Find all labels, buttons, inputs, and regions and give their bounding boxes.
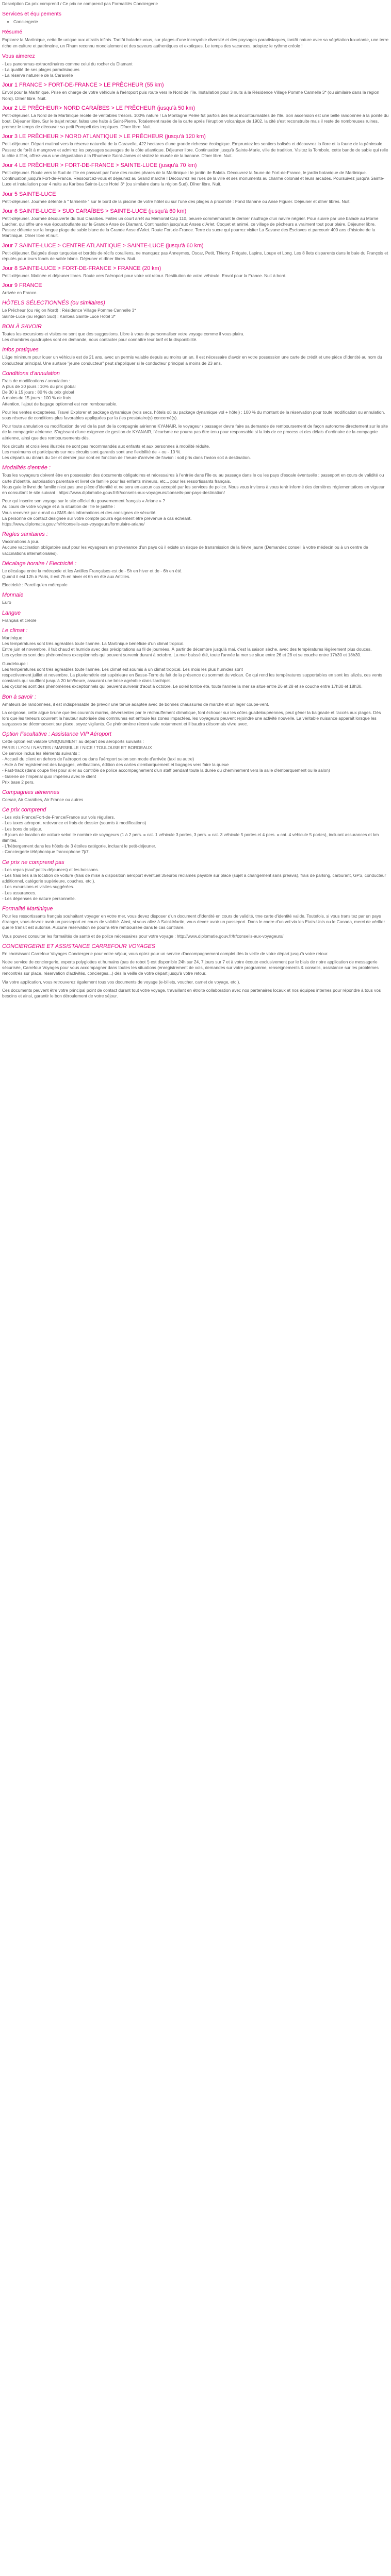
prix-comprend-line: - L'hébergement dans les hôtels de 3 étoiles catégorie, incluant le petit-déjeuner. <box>2 843 156 849</box>
decalage-line: Electricité : Pareil qu'en métropole <box>2 582 68 588</box>
day-6-title: Jour 6 SAINTE-LUCE > SUD CARAÏBES > SAINTE-LUCE (jusqu'à 60 km) <box>2 208 187 214</box>
bon-a-savoir-title: BON À SAVOIR <box>2 323 42 330</box>
prix-ne-comprend-line: - Les excursions et visites suggérées. <box>2 884 74 890</box>
option-title: Option Facultative : Assistance VIP Aéroport <box>2 731 111 738</box>
bon-a-savoir-2-title: Bon à savoir : <box>2 693 37 700</box>
prix-comprend-line: - Les taxes aéroport, redevance et frais de dossier (soumis à modifications) <box>2 820 146 826</box>
annulation-line: Attention, l'ajout de bagage optionnel est non remboursable. <box>2 401 118 406</box>
services-item: • Conciergerie <box>13 19 389 25</box>
day-5-title: Jour 5 SAINTE-LUCE <box>2 191 56 197</box>
day-6-text: Petit-déjeuner. Journée découverte du Sud Caraïbes. Faites un court arrêt au Mémorial Cap 110, oeuvre commémorant le dernier naufrage d'un navire négrier. Pour suivre par une balade au Morne Larcher, qui offre une vue époustouflante sur le Grande Anse de Diamant. Continuation jusqu'aux Anses d'Arlet. Coquet et animé, ce village de pêcheurs a vraiment tout pour plaire. Déjeuner libre. Passez détente sur la longue plage de sable blanc de la Grande Anse d'Arlet. Route Fort-de-France. Terre du sucre qui pourrez visiter La Savane des Esclaves et parcourir 400 ans d'histoire de la Martinique. Dîner libre et nuit. <box>2 215 379 239</box>
option-line: Prix base 2 pers. <box>2 779 35 785</box>
day-8-text: Petit-déjeuner. Matinée et déjeuner libres. Route vers l'aéroport pour votre vol retour. Restitution de votre véhicule. Envol pour la France. Nuit à bord. <box>2 273 287 279</box>
conciergerie-line: Ces documents peuvent être votre principal point de contact durant tout votre voyage, travaillant en étroite collaboration avec nos partenaires locaux et nos équipes internes pour répondre à tous vos besoins et ainsi, garantir le bon déroulement de votre séjour. <box>2 987 381 998</box>
day-3-text: Petit-déjeuner. Départ matinal vers la réserve naturelle de la Caravelle, 422 hectares d'une grande richesse écologique. Empruntez les sentiers balisés et découvrez la flore et la faune de la péninsule. Passez de forêt à mangrove et admirez les paysages sauvages de la côte atlantique. Déjeuner libre. Continuation jusqu'à Sainte-Marie, ville de tradition. Visitez la Tombolo, cette bande de sable qui relie la côte à l'îlet, offrez-vous une dégustation à la Rhumerie Saint-James et visitez le musée de la banane. Dîner libre. Nuit. <box>2 141 388 158</box>
prix-ne-comprend-line: - Les frais liés à la location de voiture (frais de mise à disposition aéroport éventuel 35euros réclamés payable sur place (sujet à changement sans préavis), frais de parking, carburant, GPS, conducteur additionnel, catégorie supérieure, couches, etc.). <box>2 872 386 884</box>
formalites-line: Vous pouvez consulter les formalités de santé et de police nécessaires pour votre voyage : http://www.diplomatie.gouv.fr/fr/conseils-aux-voyageurs/ <box>2 933 284 939</box>
formalites-line: Pour les ressortissants français souhaitant voyager en votre mer, vous devez disposer d'un document d'identité en cours de validité, tme carte d'identité valide. Toutefois, si vous transitez par un pays étranger, vous devrez avoir un passeport en cours de validité. Ainsi, si vous allez à Saint-Martin, vous devez avoir un passeport. Dans le cadre d'un vol via les Etats-Unis ou le Canada, merci de vérifier que le transit est autorisé. Aucune réservation ne pourra être remboursée dans le cas contraire. <box>2 913 385 930</box>
annulation-line: Les maximums et participants sur nos circuits sont garantis sont une flexibilité de + ou - 10 %. <box>2 449 182 454</box>
annulation-line: Les départs ou dinars du 1er et dernier jour sont en fonction de l'heure d'arrivée de l'avion : soit pris dans l'avion soit à destination. <box>2 455 251 461</box>
prix-ne-comprend-title: Ce prix ne comprend pas <box>2 859 64 866</box>
langue-value: Français et créole <box>2 617 37 623</box>
option-line: - Aide à l'enregistrement des bagages, vérifications, édition des cartes d'embarquement et bagages vers faire la queue <box>2 762 229 768</box>
hotels-title: HÔTELS SÉLECTIONNÉS (ou similaires) <box>2 300 105 307</box>
annulation-line: Pour les ventes excepteées, Travel Explorer et package dynamique (vols secs, hôtels où ou package dynamique vol + hôtel) : 100 % du montant de la réservation pour toute modification ou annulation, sous réserve de conditions plus favorables appliquées par la (les prestataire(s) concerné(s). <box>2 409 385 420</box>
climat-line: respectivement juillet et novembre. La pluviométrie est supérieure en Basse-Terre du fait de la présence du sommet du volcan. Ce qui rend les températures supportables en sont les alizés, ces vents constants qui soufflent jusqu'à 20 km/heure, assurant une brise agréable dans l'archipel. <box>2 672 382 684</box>
climat-line: Martinique : <box>2 635 25 640</box>
day-1-text: Envol pour la Martinique. Prise en charge de votre véhicule à l'aéroport puis route vers le Nord de l'île. Installation pour 3 nuits à la Résidence Village Pomme Cannelle 3* (ou similaire dans la région Nord). Dîner libre. Nuit. <box>2 90 380 101</box>
day-5-text: Petit-déjeuner. Journée détente à " farniente " sur le bord de la piscine de votre hôtel ou sur l'une des plages à proximité : Fond Banane ou Anse Figuier. Déjeuner et dîner libres. Nuit. <box>2 198 351 204</box>
day-2-text: Petit-déjeuner. La Nord de la Martinique recèle de véritables trésors. 100% nature ! La Montagne Pelée fut parfois des lieux incontournables de l'île. Son ascension est une belle randonnée à la pointe du bout. Déjeuner libre. Sur le trajet retour, faites une halte à Saint-Pierre. Totalement rasée de la carte après l'éruption volcanique de 1902, la cité s'est reconstruite mais il reste de nombreuses ruines, promez le temps de découvrir sa petit Pompeii des tropiques. Dîner libre. Nuit. <box>2 112 389 130</box>
annulation-title: Conditions d'annulation <box>2 370 60 377</box>
option-line: Cette option est valable UNIQUEMENT au départ des aéroports suivants : <box>2 739 144 744</box>
day-8-title: Jour 8 SAINTE-LUCE > FORT-DE-FRANCE > FRANCE (20 km) <box>2 265 161 272</box>
day-1-title: Jour 1 FRANCE > FORT-DE-FRANCE > LE PRÊCHEUR (55 km) <box>2 82 164 89</box>
modalites-title: Modalités d'entrée : <box>2 465 51 471</box>
conciergerie-line: Via votre application, vous retrouverez également tous vos documents de voyage (e-billets, voucher, carnet de voyage, etc.). <box>2 979 240 985</box>
prix-ne-comprend-line: - Les dépenses de nature personnelle. <box>2 895 76 901</box>
prix-comprend-title: Ce prix comprend <box>2 807 46 814</box>
option-line: - Accueil du client en dehors de l'aéroport ou dans l'aéroport selon son mode d'arrivée (taxi ou autre) <box>2 756 194 762</box>
day-9-title: Jour 9 FRANCE <box>2 282 42 289</box>
vous-aimerez-item: - Les panoramas extraordinaires comme celui du rocher du Diamant <box>2 61 133 66</box>
day-7-text: Petit-déjeuner. Baignés dieux turquoise et bordés de récifs coralliens, ne manquez pas Anneymes, Oscar, Petit, Thierry, Frégate, Lapins, Loupe et Long. Les 8 îlets disparents dans le baie du François et réputés pour leurs fonds de sable blanc. Déjeuner et dîner libres. Nuit. <box>2 250 388 261</box>
annulation-line: Frais de modifications / annulation : <box>2 378 70 383</box>
conciergerie-line: En choisissant Carrefour Voyages Conciergerie pour votre séjour, vous optez pour un service d'accompagnement complet dès la veille de votre départ jusqu'à votre retour. <box>2 951 329 956</box>
modalites-line: La personne de contact désignée sur votre compte pourra également être prévenue à cas échéant. <box>2 515 192 521</box>
climat-line: Les températures sont très agréables toute l'année. Les climat est soumis à un climat tropical. Les mois les plus humides sont <box>2 666 243 672</box>
services-list <box>2 19 389 25</box>
decalage-title: Décalage horaire / Electricité : <box>2 560 77 567</box>
formalites-title: Formalité Martinique <box>2 905 53 912</box>
vous-aimerez-title: Vous aimerez <box>2 53 35 59</box>
hotel-line: Sainte-Luce (ou région Sud) : Karibea Sainte-Luce Hotel 3* <box>2 313 116 319</box>
prix-comprend-line: - 8 jours de location de voiture selon le nombre de voyageurs (1 à 2 pers. = cat. 1 véhicule 3 portes, 3 pers. = cat. 3 véhicule 5 portes et 4 pers. = cat. 4 véhicule 5 portes), incluant assurances et km illimités. <box>2 832 379 843</box>
annulation-line: Pour toute annulation ou modification de vol de la part de la compagnie aérienne KYANAIR, le voyageur / passager devra faire sa demande de remboursement de façon autonome directement sur le site de la compagnie aérienne. S'agissant d'une exigence de gestion de KYANAIR, l'écarisme ne pourra pas être tenu pour responsable si la lois de ce process et des délais d'ordinaire de la compagnie aérienne, ainsi que des remboursements dès. <box>2 423 388 440</box>
prix-comprend-line: - Conciergerie téléphonique francophone 7j/7. <box>2 849 90 855</box>
prix-comprend-line: - Les bons de séjour. <box>2 826 42 832</box>
hotel-line: Le Prêcheur (ou région Nord) : Résidence Village Pomme Cannelle 3* <box>2 308 136 313</box>
bon-a-savoir-2-line: La ceignose, cette algue brune que les courants marins, déversentes par le réchauffement climatique, font échouer sur les côtes guadeloupéennes, peut gêner la baignade et l'accès aux plages. Dès lors que les teneurs couvrent la hauteur autorisée des communes est enfouie les zones impactées, les voyageurs peuvent rejoindre une activité nouvelle. La véritable nuisance apparaît lorsque les sargasses se décomposent sur place, soyez vigilants. Ce phénomène récent varie notamment et il baudra désormais vivre avec. <box>2 709 381 727</box>
climat-line: Les cyclones sont des phénomènes exceptionnels qui peuvent survenir d'aout à octobre. Le soleil tombe été, toute l'année la mer se situe entre 26 et 28 et se couche entre 17h30 et 18h30. <box>2 684 363 689</box>
option-line: - Galerie de l'impérial quoi impérieu avec le client <box>2 773 96 779</box>
option-line: PARIS / LYON / NANTES / MARSEILLE / NICE / TOULOUSE ET BORDEAUX <box>2 744 152 750</box>
infos-text: L'âge minimum pour louer un véhicule est de 21 ans, avec un permis valable depuis au moins un an. Il est nécessaire d'avoir en votre possession une carte de crédit et une pièce d'identité au nom du conducteur principal. Une surtaxe "jeune conducteur" peut s'appliquer si le conducteur principal a moins de 23 ans. <box>2 354 382 366</box>
day-7-title: Jour 7 SAINTE-LUCE > CENTRE ATLANTIQUE > SAINTE-LUCE (jusqu'à 60 km) <box>2 242 204 249</box>
day-2-title: Jour 2 LE PRÊCHEUR> NORD CARAÏBES > LE PRÊCHEUR (jusqu'à 50 km) <box>2 105 196 111</box>
climat-line: Guadeloupe : <box>2 660 28 666</box>
sanitaires-title: Règles sanitaires : <box>2 531 48 538</box>
vous-aimerez-item: - La qualité de ses plages paradisiaques <box>2 67 79 73</box>
modalites-line: Tous les voyageurs doivent être en possession des documents obligatoires et nécessaires à l'entrée dans l'île ou au passage dans le ou les pays d'escale éventuelle : passeport en cours de validité ou carte d'identité, autorisation parentale et livret de famille pour les enfants mineurs, etc... pour les ressortissants français. <box>2 472 384 484</box>
tab-links[interactable]: Description Ca prix comprend / Ce prix ne comprend pas Formalités Conciergerie <box>2 1 158 6</box>
conciergerie-title: CONCIERGERIE ET ASSISTANCE CARREFOUR VOYAGES <box>2 943 155 950</box>
prix-ne-comprend-line: - Les assurances. <box>2 890 37 895</box>
bon-a-savoir-text: Toutes les excursions et visites ne sont que des suggestions. Libre à vous de personnaliser votre voyage comme il vous plaira. <box>2 331 245 336</box>
modalites-line: Vous recevrez par e-mail ou SMS des informations et des consignes de sécurité. <box>2 510 157 515</box>
prix-comprend-line: - Les vols France/Fort-de-France/France sur vols réguliers. <box>2 815 115 820</box>
climat-line: Les températures sont très agréables toute l'année. La Martinique bénéficie d'un climat tropical. <box>2 641 185 646</box>
decalage-line: Le décalage entre la métropole et les Antilles Françaises est de - 5h en hiver et de - 6h en été. <box>2 568 183 573</box>
day-3-title: Jour 3 LE PRÊCHEUR > NORD ATLANTIQUE > LE PRÊCHEUR (jusqu'à 120 km) <box>2 133 206 140</box>
annulation-line: Nos circuits et croisières illustrés ne sont pas recommandés aux enfants et aux personnes à mobilité réduite. <box>2 443 210 449</box>
resume-title: Résumé <box>2 29 23 36</box>
prix-ne-comprend-line: - Les repas (sauf petits-déjeuners) et les boissons. <box>2 867 99 872</box>
langue-title: Langue <box>2 609 21 616</box>
climat-line: Les cyclones sont des phénomènes exceptionnels qui peuvent survenir durant à octobre. La mer baissé été, toute l'année la mer se situe entre 26 et 28 et se couche entre 17h30 et 18h30. <box>2 652 362 658</box>
option-line: Ce service inclus les éléments suivants : <box>2 750 80 756</box>
infos-title: Infos pratiques <box>2 347 39 353</box>
climat-line: Entre juin et novembre, il fait chaud et humide avec des précipitations au fil de journées. À partir de décembre jusqu'à mai, c'est la saison sèche, avec des températures légèrement plus douces. <box>2 647 372 652</box>
monnaie-value: Euro <box>2 600 11 605</box>
day-4-title: Jour 4 LE PRÊCHEUR > FORT-DE-FRANCE > SAINTE-LUCE (jusqu'à 70 km) <box>2 162 197 169</box>
monnaie-title: Monnaie <box>2 592 24 599</box>
option-line: - Fast-track (dans coupe file) pour aller au contrôle de police accompagnement d'un staff pendant toute la durée du cheminement vers la salle d'embarquement ou le salon) <box>2 768 330 773</box>
modalites-line: Pour qui inscrire son voyage sur le site officiel du gouvernement français « Ariane » ? <box>2 498 165 504</box>
ariane-link[interactable]: https://www.diplomatie.gouv.fr/fr/conseils-aux-voyageurs/formulaire-ariane/ <box>2 521 145 527</box>
bon-a-savoir-text: Les chambres quadruples sont en demande, nous contacter pour connaître leur tarif et la disponibilité. <box>2 337 198 343</box>
annulation-line: De 30 à 15 jours : 80 % du prix global <box>2 389 74 395</box>
sanitaires-line: Vaccinations à jour. <box>2 539 40 545</box>
day-9-text: Arrivée en France. <box>2 290 38 296</box>
compagnies-title: Compagnies aériennes <box>2 789 60 796</box>
vous-aimerez-item: - La réserve naturelle de la Caravelle <box>2 73 73 78</box>
product-page <box>0 0 391 1003</box>
bon-a-savoir-2-line: Amateurs de randonnées, il est indispensable de prévoir une tenue adaptée avec de bonnes chaussures de marche et un léger coupe-vent. <box>2 701 269 707</box>
resume-text: Explorez la Martinique, cette île unique aux attraits infinis. Tantôt baladez-vous, sur plages d'une incroyable diversité et des paysages paradisiaques, tantôt nature avec sa végétation luxuriante, une terre riche en culture et patrimoine, un Rhum reconnu mondialement et des saveurs authentiques et exotiques. Le temps des vacances, adoptez le rythme créole ! <box>2 37 389 48</box>
decalage-line: Quand il est 12h à Paris, il est 7h en hiver et 6h en été aux Antilles. <box>2 573 131 579</box>
compagnies-value: Corsair, Air Caraïbes, Air France ou autres <box>2 797 84 803</box>
annulation-line: A plus de 30 jours : 10% du prix global <box>2 383 76 389</box>
conciergerie-line: Notre service de conciergerie, experts polyglottes et humains (pas de robot !) est disponible 24h sur 24, 7 jours sur 7 et à votre écoute exclusivement par le biais de notre application de messagerie sécurisée, Carrefour Voyages pour vous accompagner dans toutes les situations (enregistrement de vols, demandes sur votre programme, renseignements & conseils, assistance sur les problèmes rencontrés sur place, réservation d'activités, concierges...) dès la veille de votre départ jusqu'à votre retour. <box>2 959 379 976</box>
sanitaires-line: Aucune vaccination obligatoire sauf pour les voyageurs en provenance d'un pays où il existe un risque de transmission de la fièvre jaune (Demandez conseil à votre médecin ou à un centre de vaccinations internationales). <box>2 545 368 556</box>
day-4-text: Petit-déjeuner. Route vers le Sud de l'île en passant par l'une des routes phares de la Martinique : le jardin de Balata. Découvrez la faune de Fort-de-France, le jardin botanique de Martinique. Continuation jusqu'à Fort-de-France. Ressourcez-vous et déjeunez au Grand marché ! Découvrez les rues de la ville et ses monuments au charme colonial et leurs arcades. Poursuivez jusqu'à Sainte-Luce et installation pour 4 nuits au Karibea Sainte-Luce Hotel 3* (ou similaire dans la région Sud). Dîner libre. Nuit. <box>2 170 385 187</box>
annulation-line: A moins de 15 jours : 100 % de frais <box>2 395 72 401</box>
modalites-line: Au cours de votre voyage et à la situation de l'île le justifie : <box>2 504 116 510</box>
climat-title: Le climat : <box>2 627 28 634</box>
modalites-line: Nous gaie le livret de famille n'est pas une pièce d'identité et ne sera en aucun cas accepté par les services de police. Nous vous invitons à vous tenir informé des dernières réglementations en vigueur en consultant le site suivant : https://www.diplomatie.gouv.fr/fr/conseils-aux-voyageurs/conseils-par-pays-destination/ <box>2 484 385 495</box>
services-title: Services et équipements <box>2 11 61 18</box>
